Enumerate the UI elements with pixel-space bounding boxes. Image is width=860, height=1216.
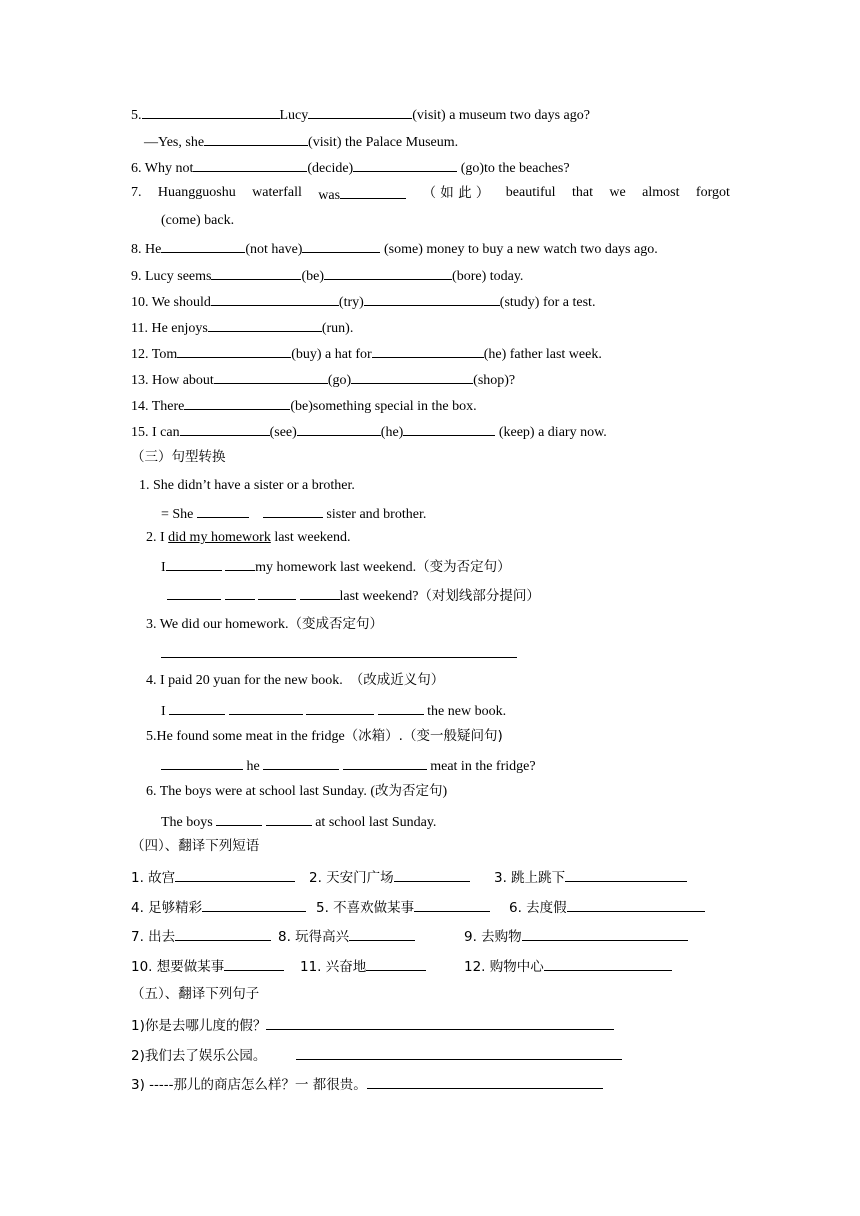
q-text: almost bbox=[642, 185, 680, 200]
q-text: （变为否定句） bbox=[416, 559, 511, 575]
q-text: (he) father last week. bbox=[483, 347, 602, 362]
answer-blank[interactable] bbox=[266, 1015, 614, 1030]
phrase-4 bbox=[131, 897, 306, 917]
q-text: (shop)? bbox=[473, 373, 516, 388]
transform-1-answer bbox=[161, 503, 426, 524]
answer-blank[interactable] bbox=[161, 755, 243, 770]
transform-2-answer-1 bbox=[161, 556, 511, 577]
answer-blank[interactable] bbox=[372, 343, 484, 358]
q-text: (come) back. bbox=[161, 213, 235, 228]
answer-blank[interactable] bbox=[167, 585, 221, 600]
q-text: sister and brother. bbox=[326, 507, 427, 522]
q-text: (visit) the Palace Museum. bbox=[308, 135, 459, 150]
q-text: at school last Sunday. bbox=[315, 815, 437, 830]
q-text: (decide) bbox=[307, 161, 354, 176]
answer-blank[interactable] bbox=[296, 1045, 622, 1060]
q-text: —Yes, she bbox=[144, 135, 205, 150]
transform-5 bbox=[146, 727, 503, 746]
section-heading: （五）、翻译下列句子 bbox=[131, 986, 260, 1002]
answer-blank[interactable] bbox=[204, 131, 308, 146]
q-text: The boys bbox=[161, 815, 213, 830]
q-text: 1. 故宫 bbox=[131, 870, 176, 886]
answer-blank[interactable] bbox=[224, 956, 284, 971]
answer-blank[interactable] bbox=[225, 585, 255, 600]
question-5-reply bbox=[144, 131, 458, 152]
q-text: 4. 足够精彩 bbox=[131, 900, 203, 916]
underlined-phrase: did my homework bbox=[168, 530, 271, 545]
q-text: 4. I paid 20 yuan for the new book. bbox=[146, 673, 343, 688]
q-text: I bbox=[161, 560, 166, 575]
q-text: (visit) a museum two days ago? bbox=[412, 108, 590, 123]
answer-blank[interactable] bbox=[193, 157, 307, 172]
transform-3-answer bbox=[161, 643, 517, 664]
phrase-10 bbox=[131, 956, 284, 976]
section-heading: （三）句型转换 bbox=[131, 449, 226, 465]
answer-blank[interactable] bbox=[202, 897, 306, 912]
answer-blank[interactable] bbox=[225, 556, 255, 571]
question-6 bbox=[131, 157, 570, 178]
q-text: ) bbox=[442, 784, 448, 799]
q-text: 10. 想要做某事 bbox=[131, 959, 225, 975]
answer-blank[interactable] bbox=[175, 867, 295, 882]
answer-blank[interactable] bbox=[343, 755, 427, 770]
q-text: （改成近义句） bbox=[349, 672, 445, 688]
answer-blank[interactable] bbox=[177, 343, 291, 358]
q-text: (try) bbox=[338, 295, 364, 310]
q-text bbox=[318, 184, 406, 205]
question-8 bbox=[131, 238, 658, 259]
answer-blank[interactable] bbox=[306, 700, 374, 715]
question-13 bbox=[131, 369, 515, 390]
answer-blank[interactable] bbox=[394, 867, 470, 882]
q-text: 1. She didn’t have a sister or a brother. bbox=[139, 478, 355, 493]
q-text: 8. He bbox=[131, 242, 162, 257]
q-text: 2)我们去了娱乐公园。 bbox=[131, 1048, 267, 1064]
transform-4 bbox=[146, 671, 444, 690]
q-text: 1)你是去哪儿度的假？ bbox=[131, 1018, 267, 1034]
q-text: 13. How about bbox=[131, 373, 214, 388]
answer-blank[interactable] bbox=[353, 157, 457, 172]
answer-blank[interactable] bbox=[169, 700, 225, 715]
answer-blank[interactable] bbox=[258, 585, 296, 600]
q-text: 6. 去度假 bbox=[509, 900, 567, 916]
answer-blank[interactable] bbox=[414, 897, 490, 912]
answer-blank[interactable] bbox=[366, 956, 426, 971]
q-text: was bbox=[318, 188, 341, 203]
answer-blank[interactable] bbox=[364, 291, 500, 306]
answer-blank[interactable] bbox=[351, 369, 473, 384]
q-text: Lucy bbox=[279, 108, 309, 123]
sentence-3 bbox=[131, 1074, 603, 1094]
question-15 bbox=[131, 421, 607, 442]
q-text: I bbox=[161, 704, 166, 719]
q-text: (go) bbox=[327, 373, 352, 388]
q-text: 6. Why not bbox=[131, 161, 194, 176]
q-text: 3) -----那儿的商店怎么样？一 都很贵。 bbox=[131, 1077, 367, 1093]
question-10 bbox=[131, 291, 595, 312]
q-text: 11. He enjoys bbox=[131, 321, 208, 336]
q-number: 5. bbox=[131, 108, 142, 123]
answer-blank[interactable] bbox=[263, 503, 323, 518]
transform-6-answer bbox=[161, 811, 436, 832]
sentence-2 bbox=[131, 1045, 622, 1065]
answer-blank[interactable] bbox=[216, 811, 262, 826]
question-11 bbox=[131, 317, 353, 338]
transform-5-answer bbox=[161, 755, 536, 776]
answer-blank[interactable] bbox=[142, 104, 280, 119]
transform-4-answer bbox=[161, 700, 506, 721]
q-text: （对划线部分提问） bbox=[418, 588, 540, 604]
q-text: (be) bbox=[301, 269, 325, 284]
question-14 bbox=[131, 395, 477, 416]
answer-blank[interactable] bbox=[522, 926, 688, 941]
q-text: 5. 不喜欢做某事 bbox=[316, 900, 415, 916]
q-text: we bbox=[609, 185, 626, 200]
answer-blank[interactable] bbox=[208, 317, 322, 332]
q-text: (some) money to buy a new watch two days ago. bbox=[380, 242, 658, 257]
answer-blank[interactable] bbox=[197, 503, 249, 518]
question-7-cont bbox=[161, 212, 234, 230]
q-text: 15. I can bbox=[131, 425, 180, 440]
answer-blank[interactable] bbox=[378, 700, 424, 715]
q-text: （ 如 此 ） bbox=[422, 185, 490, 201]
section-heading: （四）、翻译下列短语 bbox=[131, 838, 260, 854]
phrase-9 bbox=[464, 926, 688, 946]
q-text: 2. I bbox=[146, 530, 169, 545]
answer-blank[interactable] bbox=[544, 956, 672, 971]
q-text: he bbox=[246, 759, 260, 774]
answer-blank[interactable] bbox=[180, 421, 270, 436]
answer-blank[interactable] bbox=[297, 421, 381, 436]
phrase-3 bbox=[494, 867, 687, 887]
phrase-11 bbox=[300, 956, 426, 976]
q-text: 8. 玩得高兴 bbox=[278, 929, 350, 945]
q-text: (buy) a hat for bbox=[291, 347, 372, 362]
answer-blank[interactable] bbox=[263, 755, 339, 770]
answer-blank[interactable] bbox=[367, 1074, 603, 1089]
q-text: = She bbox=[161, 507, 194, 522]
answer-blank[interactable] bbox=[161, 643, 517, 658]
q-text: (bore) today. bbox=[452, 269, 524, 284]
q-text: 7. 出去 bbox=[131, 929, 176, 945]
question-5 bbox=[131, 104, 590, 125]
phrase-12 bbox=[464, 956, 672, 976]
q-text: 9. Lucy seems bbox=[131, 269, 212, 284]
answer-blank[interactable] bbox=[211, 291, 339, 306]
answer-blank[interactable] bbox=[214, 369, 328, 384]
q-text: 2. 天安门广场 bbox=[309, 870, 394, 886]
q-text: the new book. bbox=[427, 704, 507, 719]
q-text: Huangguoshu bbox=[157, 185, 236, 200]
transform-2 bbox=[146, 529, 351, 547]
q-text: (he) bbox=[380, 425, 404, 440]
transform-6 bbox=[146, 782, 447, 801]
answer-blank[interactable] bbox=[211, 265, 301, 280]
q-text: (run). bbox=[321, 321, 354, 336]
q-text: last weekend. bbox=[270, 530, 351, 545]
answer-blank[interactable] bbox=[403, 421, 495, 436]
q-text: (be)something special in the box. bbox=[290, 399, 477, 414]
question-12 bbox=[131, 343, 602, 364]
q-text: (see) bbox=[269, 425, 297, 440]
question-7 bbox=[131, 184, 730, 205]
q-text: （冰箱）.（变一般疑问句) bbox=[344, 728, 503, 744]
phrase-6 bbox=[509, 897, 705, 917]
answer-blank[interactable] bbox=[229, 700, 303, 715]
q-text: 14. There bbox=[131, 399, 185, 414]
q-text: 改为否定句 bbox=[375, 783, 443, 799]
answer-blank[interactable] bbox=[184, 395, 290, 410]
phrase-2 bbox=[309, 867, 470, 887]
answer-blank[interactable] bbox=[161, 238, 245, 253]
answer-blank[interactable] bbox=[308, 104, 412, 119]
sentence-1 bbox=[131, 1015, 614, 1035]
answer-blank[interactable] bbox=[324, 265, 452, 280]
q-text: 11. 兴奋地 bbox=[300, 959, 367, 975]
answer-blank[interactable] bbox=[302, 238, 380, 253]
q-text: (study) for a test. bbox=[499, 295, 596, 310]
q-text: (keep) a diary now. bbox=[495, 425, 607, 440]
answer-blank[interactable] bbox=[166, 556, 222, 571]
phrase-7 bbox=[131, 926, 271, 946]
q-text: last weekend? bbox=[339, 589, 419, 604]
q-text: 6. The boys were at school last Sunday. ( bbox=[146, 784, 376, 799]
q-text: that bbox=[571, 185, 593, 200]
answer-blank[interactable] bbox=[266, 811, 312, 826]
transform-2-answer-2 bbox=[167, 585, 540, 606]
q-text: 5.He found some meat in the fridge bbox=[146, 729, 345, 744]
q-text: （变成否定句） bbox=[288, 616, 383, 632]
q-text: waterfall bbox=[252, 185, 302, 200]
answer-blank[interactable] bbox=[349, 926, 415, 941]
answer-blank[interactable] bbox=[567, 897, 705, 912]
q-text: my homework last weekend. bbox=[255, 560, 417, 575]
answer-blank[interactable] bbox=[175, 926, 271, 941]
transform-3 bbox=[146, 615, 383, 634]
answer-blank[interactable] bbox=[340, 184, 406, 199]
transform-1 bbox=[139, 477, 355, 495]
q-text: forgot bbox=[695, 185, 730, 200]
phrase-5 bbox=[316, 897, 490, 917]
q-text: 3. We did our homework. bbox=[146, 617, 289, 632]
q-text: 7. bbox=[131, 185, 142, 200]
q-text: 9. 去购物 bbox=[464, 929, 522, 945]
phrase-1 bbox=[131, 867, 295, 887]
q-text: beautiful bbox=[505, 185, 556, 200]
q-text: (go)to the beaches? bbox=[457, 161, 570, 176]
question-9 bbox=[131, 265, 523, 286]
q-text: 12. Tom bbox=[131, 347, 178, 362]
q-text: 3. 跳上跳下 bbox=[494, 870, 566, 886]
q-text: meat in the fridge? bbox=[430, 759, 536, 774]
q-text: 12. 购物中心 bbox=[464, 959, 544, 975]
answer-blank[interactable] bbox=[300, 585, 340, 600]
q-text: 10. We should bbox=[131, 295, 211, 310]
answer-blank[interactable] bbox=[565, 867, 687, 882]
phrase-8 bbox=[278, 926, 415, 946]
q-text: (not have) bbox=[245, 242, 303, 257]
